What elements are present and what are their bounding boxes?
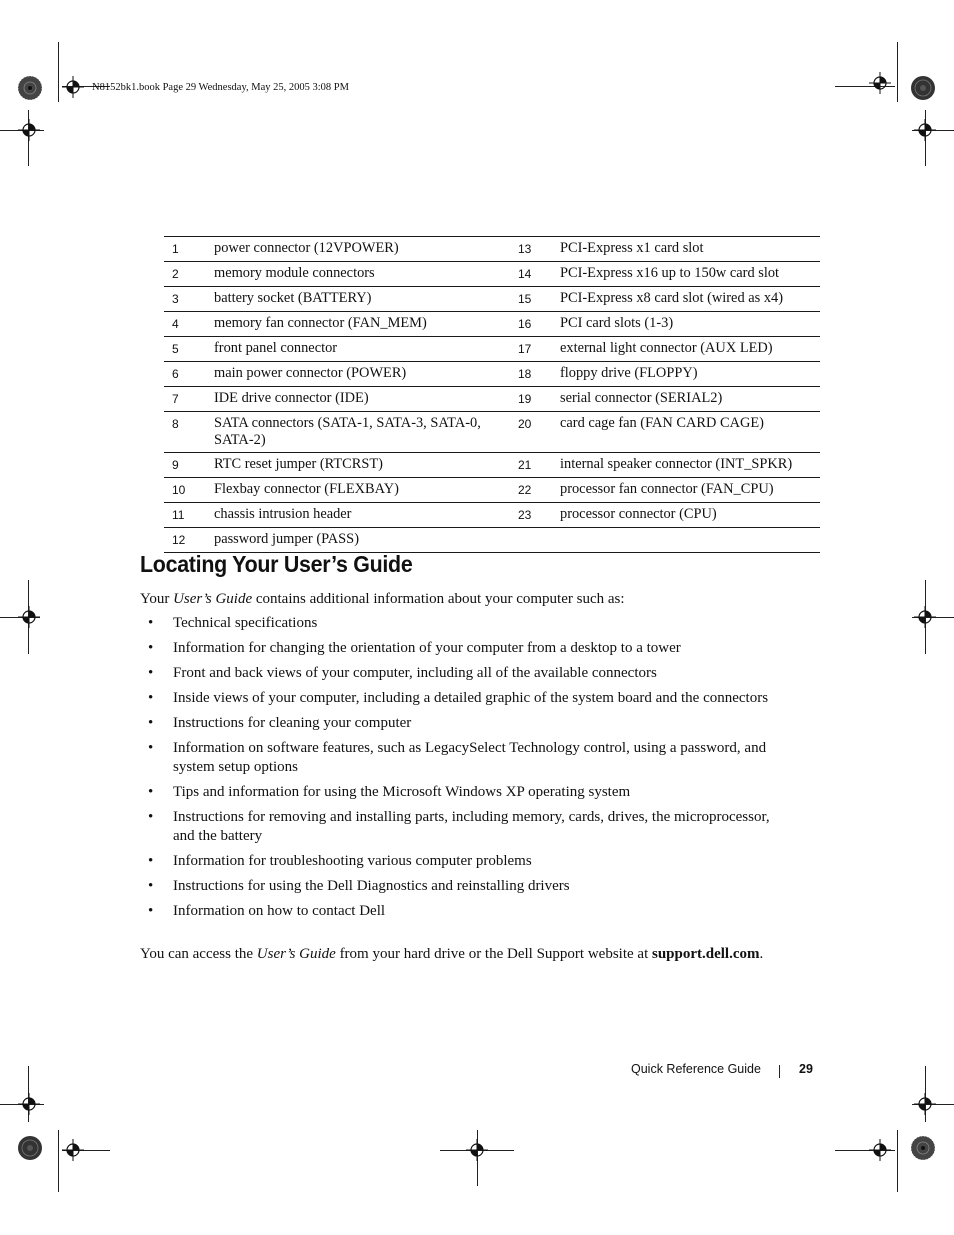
list-item: [140, 639, 780, 658]
part-number: 21: [510, 453, 560, 478]
intro-suffix: contains additional information about your computer such as:: [252, 591, 625, 607]
footer-separator: [779, 1065, 780, 1078]
table-row: [164, 478, 820, 503]
list-item-text: Instructions for using the Dell Diagnostics and reinstalling drivers: [173, 878, 570, 894]
closing-paragraph: [140, 945, 780, 964]
list-item-text: Instructions for cleaning your computer: [173, 715, 412, 731]
registration-target-icon: [18, 1093, 40, 1115]
part-number: 17: [510, 337, 560, 362]
bullet-icon: •: [148, 640, 154, 656]
part-number: 14: [510, 262, 560, 287]
list-item-text: Information on software features, such as LegacySelect Technology control, using a password, and system setup options: [173, 740, 767, 775]
part-number: 4: [164, 312, 214, 337]
part-description: chassis intrusion header: [214, 503, 510, 528]
list-item: [140, 714, 780, 733]
list-item: [140, 614, 780, 633]
part-number: 12: [164, 528, 214, 553]
list-item-text: Instructions for removing and installing parts, including memory, cards, drives, the microprocessor, and the battery: [173, 809, 770, 844]
part-description: memory module connectors: [214, 262, 510, 287]
part-description: password jumper (PASS): [214, 528, 510, 553]
part-number: 7: [164, 387, 214, 412]
part-number: 16: [510, 312, 560, 337]
part-number: 2: [164, 262, 214, 287]
intro-paragraph: [140, 590, 780, 609]
footer-guide-name: Quick Reference Guide: [631, 1062, 761, 1076]
part-description: power connector (12VPOWER): [214, 237, 510, 262]
list-item-text: Information on how to contact Dell: [173, 903, 386, 919]
bullet-icon: •: [148, 665, 154, 681]
list-item-text: Information for changing the orientation of your computer from a desktop to a tower: [173, 640, 681, 656]
part-number: 6: [164, 362, 214, 387]
table-row: [164, 237, 820, 262]
part-description: IDE drive connector (IDE): [214, 387, 510, 412]
part-description: [560, 528, 820, 553]
registration-target-icon: [18, 119, 40, 141]
calibration-sunburst-icon: [17, 75, 43, 101]
part-number: 15: [510, 287, 560, 312]
calibration-sunburst-icon: [17, 1135, 43, 1161]
bullet-icon: •: [148, 690, 154, 706]
table-row: [164, 262, 820, 287]
registration-target-icon: [62, 1139, 84, 1161]
bullet-icon: •: [148, 878, 154, 894]
bullet-icon: •: [148, 715, 154, 731]
registration-target-icon: [914, 119, 936, 141]
registration-target-icon: [466, 1139, 488, 1161]
section-heading: Locating Your User’s Guide: [140, 551, 413, 577]
list-item-text: Information for troubleshooting various computer problems: [173, 853, 532, 869]
part-number: 9: [164, 453, 214, 478]
part-description: floppy drive (FLOPPY): [560, 362, 820, 387]
part-description: main power connector (POWER): [214, 362, 510, 387]
bullet-icon: •: [148, 853, 154, 869]
list-item: [140, 877, 780, 896]
crop-mark: [58, 42, 59, 102]
table-row: [164, 387, 820, 412]
bullet-icon: •: [148, 784, 154, 800]
part-number: 19: [510, 387, 560, 412]
part-description: PCI-Express x1 card slot: [560, 237, 820, 262]
part-description: PCI-Express x8 card slot (wired as x4): [560, 287, 820, 312]
list-item: [140, 902, 780, 921]
closing-end: .: [759, 946, 764, 962]
list-item-text: Tips and information for using the Microsoft Windows XP operating system: [173, 784, 631, 800]
registration-target-icon: [914, 606, 936, 628]
registration-target-icon: [869, 1139, 891, 1161]
part-description: external light connector (AUX LED): [560, 337, 820, 362]
part-description: serial connector (SERIAL2): [560, 387, 820, 412]
calibration-sunburst-icon: [910, 75, 936, 101]
part-number: 1: [164, 237, 214, 262]
registration-target-icon: [18, 606, 40, 628]
list-item-text: Technical specifications: [173, 615, 318, 631]
registration-target-icon: [62, 76, 84, 98]
part-description: battery socket (BATTERY): [214, 287, 510, 312]
table-row: [164, 453, 820, 478]
part-description: RTC reset jumper (RTCRST): [214, 453, 510, 478]
calibration-sunburst-icon: [910, 1135, 936, 1161]
part-description: PCI-Express x16 up to 150w card slot: [560, 262, 820, 287]
list-item: [140, 689, 780, 708]
list-item: [140, 808, 780, 846]
list-item: [140, 739, 780, 777]
table-row: [164, 362, 820, 387]
table-row: [164, 287, 820, 312]
list-item-text: Inside views of your computer, including a detailed graphic of the system board and the connectors: [173, 690, 769, 706]
bullet-icon: •: [148, 903, 154, 919]
list-item: [140, 664, 780, 683]
part-description: PCI card slots (1-3): [560, 312, 820, 337]
registration-target-icon: [869, 72, 891, 94]
part-description: memory fan connector (FAN_MEM): [214, 312, 510, 337]
crop-mark: [897, 42, 898, 102]
table-row: [164, 312, 820, 337]
part-description: card cage fan (FAN CARD CAGE): [560, 412, 820, 453]
part-number: 23: [510, 503, 560, 528]
table-row: [164, 337, 820, 362]
bullet-icon: •: [148, 809, 154, 825]
bullet-icon: •: [148, 740, 154, 756]
support-link[interactable]: support.dell.com: [651, 946, 760, 962]
part-description: processor connector (CPU): [560, 503, 820, 528]
feature-bullet-list: [140, 614, 780, 927]
intro-prefix: Your: [140, 591, 174, 607]
part-number: 13: [510, 237, 560, 262]
system-board-parts-table: [164, 236, 820, 553]
table-row: [164, 412, 820, 453]
closing-italic-title: User’s Guide: [256, 946, 336, 962]
part-description: processor fan connector (FAN_CPU): [560, 478, 820, 503]
bullet-icon: •: [148, 615, 154, 631]
part-number: 18: [510, 362, 560, 387]
part-number: 3: [164, 287, 214, 312]
closing-middle: from your hard drive or the Dell Support website at: [335, 946, 652, 962]
table-row: [164, 503, 820, 528]
registration-target-icon: [914, 1093, 936, 1115]
intro-italic-title: User’s Guide: [173, 591, 253, 607]
part-description: SATA connectors (SATA-1, SATA-3, SATA-0, SATA-2): [214, 412, 510, 453]
list-item: [140, 852, 780, 871]
part-description: internal speaker connector (INT_SPKR): [560, 453, 820, 478]
crop-mark: [897, 1130, 898, 1192]
crop-mark: [58, 1130, 59, 1192]
footer-page-number: 29: [799, 1062, 813, 1076]
part-description: Flexbay connector (FLEXBAY): [214, 478, 510, 503]
print-slug-line: N8152bk1.book Page 29 Wednesday, May 25, 2005 3:08 PM: [92, 82, 349, 93]
part-number: 11: [164, 503, 214, 528]
part-number: 5: [164, 337, 214, 362]
list-item: [140, 783, 780, 802]
list-item-text: Front and back views of your computer, including all of the available connectors: [173, 665, 657, 681]
part-number: [510, 528, 560, 553]
part-number: 8: [164, 412, 214, 453]
part-number: 20: [510, 412, 560, 453]
part-number: 10: [164, 478, 214, 503]
part-description: front panel connector: [214, 337, 510, 362]
part-number: 22: [510, 478, 560, 503]
closing-prefix: You can access the: [140, 946, 257, 962]
table-row: [164, 528, 820, 553]
